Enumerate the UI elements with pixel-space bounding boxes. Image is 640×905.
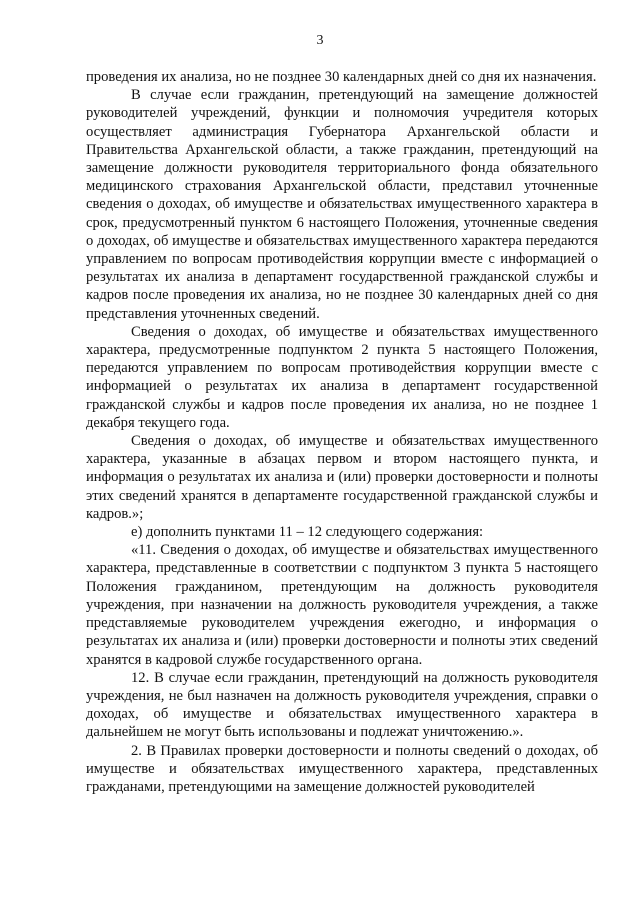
paragraph-subpoint-2: Сведения о доходах, об имуществе и обязательствах имущественного характера, предусмотренные подпунктом 2 пункта 5 настоящего Положения, передаются управлением по вопросам противодействия коррупции вместе с информацией о результатах их анализа в департамент государственной гражданской службы и кадров после проведения их анализа, но не позднее 1 декабря текущего года.	[86, 323, 598, 431]
paragraph-point-11: «11. Сведения о доходах, об имуществе и обязательствах имущественного характера, представленные в соответствии с подпунктом 3 пункта 5 настоящего Положения гражданином, претендующим на должность руководителя учреждения, при назначении на должность руководителя учреждения, а также представляемые руководителем учреждения ежегодно, и информация о результатах их анализа и (или) проверки достоверности и полноты этих сведений хранятся в кадровой службе государственного органа.	[86, 542, 598, 668]
document-body	[86, 68, 598, 796]
page-number: 3	[316, 33, 324, 48]
paragraph-storage: Сведения о доходах, об имуществе и обязательствах имущественного характера, указанные в абзацах первом и втором настоящего пункта, и информация о результатах их анализа и (или) проверки достоверности и полноты этих сведений хранятся в департаменте государственной гражданской службы и кадров.»;	[86, 433, 598, 522]
paragraph-continuation: проведения их анализа, но не позднее 30 календарных дней со дня их назначения.	[86, 69, 597, 85]
paragraph-item-2: 2. В Правилах проверки достоверности и полноты сведений о доходах, об имуществе и обязательствах имущественного характера, представленных гражданами, претендующими на замещение должностей руководителей	[86, 742, 598, 795]
paragraph-amendment-e: е) дополнить пунктами 11 – 12 следующего содержания:	[131, 524, 484, 541]
paragraph-point-12: 12. В случае если гражданин, претендующий на должность руководителя учреждения, не был назначен на должность руководителя учреждения, справки о доходах, об имуществе и обязательствах имущественного характера в дальнейшем не могут быть использованы и подлежат уничтожению.».	[86, 669, 598, 741]
paragraph-refined-info: В случае если гражданин, претендующий на замещение должностей руководителей учреждений, функции и полномочия учредителя которых осуществляет администрация Губернатора Архангельской области и Правительства Архангельской области, а также гражданин, претендующий на замещение должности руководителя территориального фонда обязательного медицинского страхования Архангельской области, представил уточненные сведения о доходах, об имуществе и обязательствах имущественного характера в срок, предусмотренный пунктом 6 настоящего Положения, уточненные сведения о доходах, об имуществе и обязательствах имущественного характера передаются управлением по вопросам противодействия коррупции вместе с информацией о результатах их анализа в департамент государственной гражданской службы и кадров после проведения их анализа, но не позднее 30 календарных дней со дня представления уточненных сведений.	[86, 87, 598, 322]
